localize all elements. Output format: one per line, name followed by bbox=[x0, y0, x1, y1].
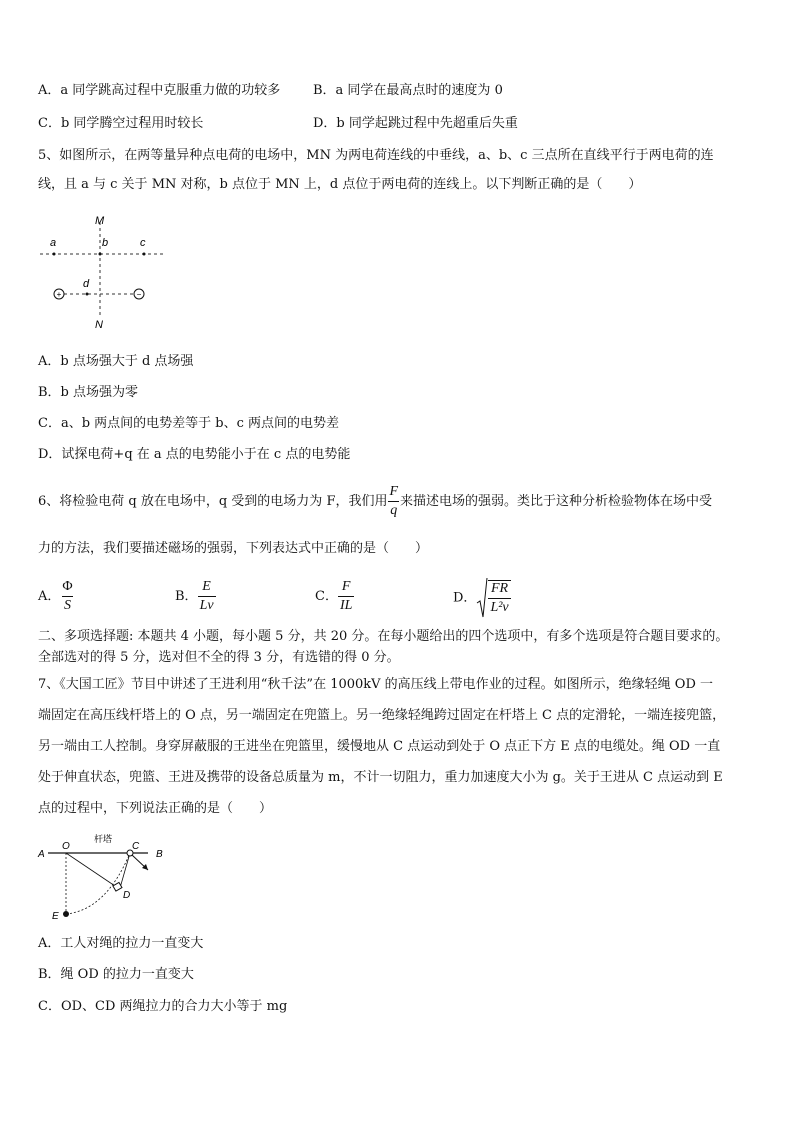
q6-a-label: A． bbox=[38, 589, 61, 604]
q7-option-a: A．工人对绳的拉力一直变大 bbox=[38, 936, 204, 951]
basket bbox=[113, 882, 122, 891]
q5-stem-line2: 线，且 a 与 c 关于 MN 对称，b 点位于 MN 上，d 点位于两电荷的连线上。以下判断正确的是（ ） bbox=[38, 177, 642, 192]
minus-sign: − bbox=[136, 290, 142, 299]
q7-option-b: B．绳 OD 的拉力一直变大 bbox=[38, 967, 194, 982]
q4-option-d: D．b 同学起跳过程中先超重后失重 bbox=[313, 116, 518, 131]
rope-od bbox=[66, 853, 118, 888]
q7-option-c: C．OD、CD 两绳拉力的合力大小等于 mg bbox=[38, 999, 288, 1014]
label-a7: A bbox=[38, 849, 45, 860]
q7-stem-line2: 端固定在高压线杆塔上的 O 点，另一端固定在兜篮上。另一绝缘轻绳跨过固定在杆塔上 C 点的定滑轮，一端连接兜篮， bbox=[38, 708, 726, 723]
tower-label: 杆塔 bbox=[94, 835, 113, 845]
q4-option-c: C．b 同学腾空过程用时较长 bbox=[38, 116, 204, 131]
label-m: M bbox=[95, 215, 105, 227]
q6-frac-num: F bbox=[389, 484, 399, 499]
q6-c-label: C． bbox=[315, 589, 338, 604]
q6-c-num: F bbox=[341, 579, 351, 594]
q4-option-b: B．a 同学在最高点时的速度为 0 bbox=[313, 83, 503, 98]
label-b: b bbox=[102, 237, 109, 249]
label-o: O bbox=[62, 841, 70, 852]
q5-option-c: C．a、b 两点间的电势差等于 b、c 两点间的电势差 bbox=[38, 416, 340, 431]
arc-path bbox=[66, 853, 130, 914]
label-c7: C bbox=[132, 841, 140, 852]
q7-stem-line4: 处于伸直状态，兜篮、王进及携带的设备总质量为 m，不计一切阻力，重力加速度大小为 g。关于王进从 C 点运动到 E bbox=[38, 770, 723, 785]
q6-stem-line2: 力的方法，我们要描述磁场的强弱，下列表达式中正确的是（ ） bbox=[38, 541, 429, 556]
q5-option-a: A．b 点场强大于 d 点场强 bbox=[38, 354, 194, 369]
label-a: a bbox=[50, 237, 57, 249]
label-e: E bbox=[52, 911, 59, 922]
point-e bbox=[63, 911, 69, 917]
q6-option-a bbox=[38, 577, 75, 617]
q5-stem-line1: 5、如图所示，在两等量异种点电荷的电场中，MN 为两电荷连线的中垂线，a、b、c 三点所在直线平行于两电荷的连 bbox=[38, 148, 714, 163]
section2-line2: 全部选对的得 5 分，选对但不全的得 3 分，有选错的得 0 分。 bbox=[38, 650, 400, 665]
label-d: d bbox=[83, 278, 90, 290]
q6-stem-pre: 6、将检验电荷 q 放在电场中，q 受到的电场力为 F，我们用 bbox=[38, 494, 388, 509]
q6-a-num: Φ bbox=[62, 579, 73, 594]
q6-option-b bbox=[175, 577, 216, 617]
sqrt-icon bbox=[476, 577, 488, 619]
q5-figure bbox=[38, 210, 168, 335]
q6-d-num: FR bbox=[490, 580, 509, 596]
label-c: c bbox=[140, 237, 146, 249]
q7-stem-line1: 7、《大国工匠》节目中讲述了王进利用“秋千法”在 1000kV 的高压线上带电作业的过程。如图所示，绝缘轻绳 OD 一 bbox=[38, 677, 714, 692]
label-d7: D bbox=[123, 890, 131, 901]
label-b7: B bbox=[156, 849, 163, 860]
q6-option-d bbox=[453, 577, 511, 619]
q6-b-num: E bbox=[202, 579, 211, 594]
label-n: N bbox=[95, 319, 103, 331]
q7-stem-line3: 另一端由工人控制。身穿屏蔽服的王进坐在兜篮里，缓慢地从 C 点运动到处于 O 点正下方 E 点的电缆处。绳 OD 一直 bbox=[38, 739, 721, 754]
plus-sign: + bbox=[56, 290, 62, 299]
q6-stem-post: 来描述电场的强弱。类比于这种分析检验物体在场中受 bbox=[400, 494, 713, 509]
q7-stem-line5: 点的过程中，下列说法正确的是（ ） bbox=[38, 801, 273, 816]
q6-d-label: D． bbox=[453, 590, 477, 606]
q6-c-den: IL bbox=[339, 598, 353, 613]
q6-stem-line1 bbox=[38, 482, 712, 522]
q6-d-den: L²v bbox=[490, 599, 509, 615]
q5-option-d: D．试探电荷+q 在 a 点的电势能小于在 c 点的电势能 bbox=[38, 447, 351, 462]
q6-b-label: B． bbox=[175, 589, 198, 604]
q6-fraction bbox=[387, 484, 400, 519]
q6-option-c bbox=[315, 577, 354, 617]
section2-line1: 二、多项选择题: 本题共 4 小题，每小题 5 分，共 20 分。在每小题给出的四个选项中，有多个选项是符合题目要求的。 bbox=[38, 629, 729, 644]
q6-b-den: Lv bbox=[199, 598, 214, 613]
q6-a-den: S bbox=[64, 598, 71, 613]
q5-option-b: B．b 点场强为零 bbox=[38, 385, 139, 400]
q7-figure bbox=[36, 830, 176, 922]
q4-option-a: A．a 同学跳高过程中克服重力做的功较多 bbox=[38, 83, 281, 98]
q6-frac-den: q bbox=[390, 503, 398, 518]
